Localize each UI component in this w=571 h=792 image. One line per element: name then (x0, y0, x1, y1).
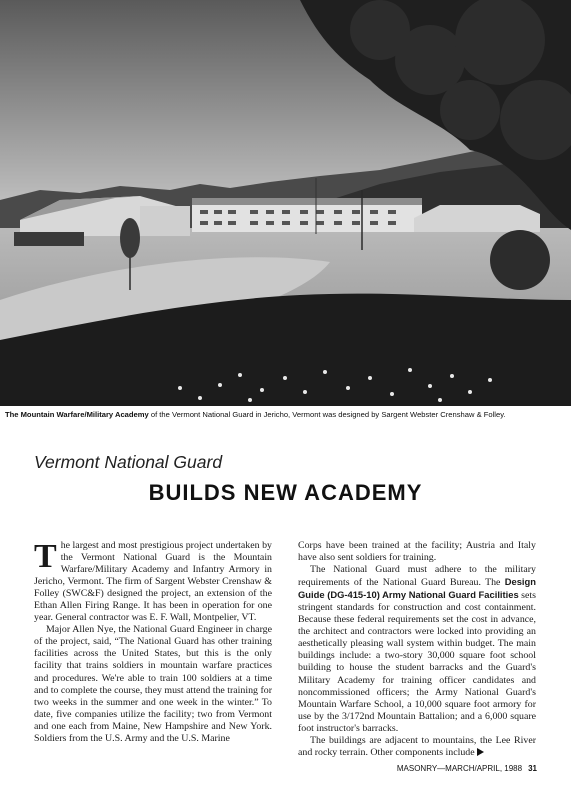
paragraph-1 (34, 540, 272, 624)
paragraph-5-text: The buildings are adjacent to mountains, the Lee River and rocky terrain. Other components include (298, 734, 536, 758)
paragraph-4-rest: sets stringent standards for construction and cost containment. Because these federal requirements set the cost in advance, the architect and contractors were locked into providing an aesthetically pleasing wall system within budget. The main buildings include: a two-story 30,000 square foot school building to house the student barracks and the Guard's Military Academy for training officer candidates and noncommissioned officers; the Army National Guard's Mountain Warfare School, a 10,000 square foot armory for use by the 3/172nd Mountain Battalion; and a 6,000 square foot instructor's barracks. (298, 590, 536, 734)
page-footer (397, 764, 537, 773)
right-triangle-arrow-icon (477, 748, 484, 756)
publication-line: MASONRY—MARCH/APRIL, 1988 (396, 764, 523, 773)
caption-text: of the Vermont National Guard in Jericho, Vermont was designed by Sargent Webster Crenshaw & Folley. (148, 410, 506, 419)
page-number: 31 (528, 764, 537, 773)
drop-cap: T (34, 538, 57, 575)
left-column (34, 540, 272, 745)
paragraph-1-text: he largest and most prestigious project undertaken by the Vermont National Guard is the Mountain Warfare/Military Academy and Infantry Armory in Jericho, Vermont. The firm of Sargent Webster Crenshaw & Folley (SWC&F) designed the project, an extension of the Ethan Allen Firing Range. It has been in operation for one year. General contractor was E. F. Wall, Montpelier, VT. (34, 540, 272, 624)
article-kicker: Vermont National Guard (34, 452, 223, 472)
photo-caption (5, 410, 565, 420)
paragraph-2: Major Allen Nye, the National Guard Engineer in charge of the project, said, “The National Guard has other training facilities across the United States, but this is the only facility that trains soldiers in mountain warfare practices and procedures. We're able to train 100 soldiers at a time and to complete the course, they must attend the training for two weeks in the summer and one week in the winter.” To date, five companies utilize the facility; two from Vermont and one each from Maine, New Hampshire and New York. Soldiers from the U.S. Army and the U.S. Marine (34, 624, 272, 744)
caption-bold: The Mountain Warfare/Military Academy (5, 410, 149, 419)
paragraph-4-lead: The National Guard must adhere to the military requirements of the National Guard Bureau. The (298, 564, 536, 589)
design-guide-title: Design Guide (DG-415-10) Army National Guard Facilities (298, 576, 536, 601)
paragraph-3: Corps have been trained at the facility; Austria and Italy have also sent soldiers for training. (298, 540, 536, 564)
right-column (298, 540, 536, 759)
article-headline: BUILDS NEW ACADEMY (148, 480, 423, 505)
paragraph-4 (298, 564, 536, 735)
paragraph-5 (298, 735, 536, 759)
